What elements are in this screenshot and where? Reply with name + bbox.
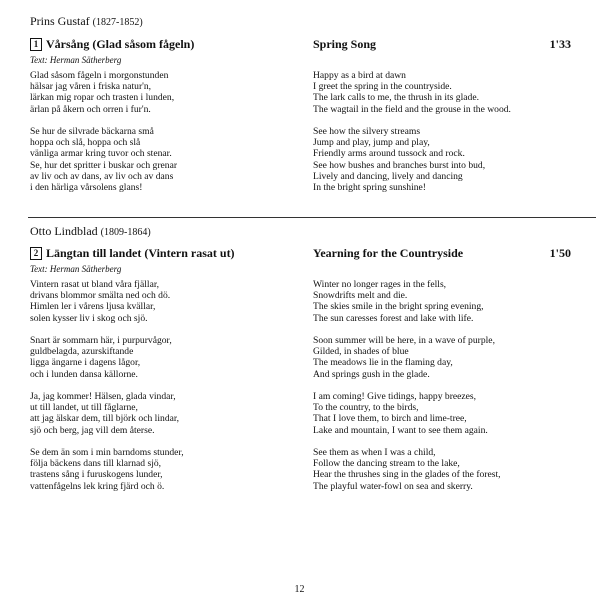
lyric-line: Gilded, in shades of blue [313,346,409,358]
song-title-swedish [30,246,235,261]
section-divider [28,217,596,218]
lyric-line: The wagtail in the field and the grouse in the wood. [313,103,511,115]
lyric-line: Follow the dancing stream to the lake, [313,458,460,470]
stanza-swedish [30,279,170,324]
lyric-line: solen kysser liv i skog och sjö. [30,312,148,324]
lyric-line: The sun caresses forest and lake with life. [313,312,474,324]
stanza-swedish [30,70,174,115]
stanza-english [313,447,501,492]
lyric-line: And springs gush in the glade. [313,368,430,380]
lyric-line: The skies smile in the bright spring evening, [313,301,484,313]
lyric-line: The playful water-fowl on sea and skerry. [313,480,473,492]
lyric-line: Se hur de silvrade bäckarna små [30,126,154,137]
lyric-line: The meadows lie in the flaming day, [313,357,453,369]
lyric-line: Soon summer will be here, in a wave of purple, [313,335,495,346]
lyricist-credit: Text: Herman Sätherberg [30,55,122,65]
track-duration: 1'50 [549,246,571,260]
lyric-line: See how bushes and branches burst into bud, [313,159,486,171]
lyric-line: Snart är sommarn här, i purpurvågor, [30,335,172,346]
lyric-line: See them as when I was a child, [313,447,436,458]
lyric-line: följa bäckens dans till klarnad sjö, [30,458,162,470]
lyric-line: Himlen ler i vårens ljusa kvällar, [30,301,156,313]
lyric-line: Happy as a bird at dawn [313,70,406,81]
lyric-line: guldbelagda, azurskiftande [30,346,134,358]
lyric-line: Snowdrifts melt and die. [313,290,408,302]
lyric-line: i den härliga vårsolens glans! [30,182,143,194]
composer-heading [30,224,151,239]
lyric-line: The lark calls to me, the thrush in its glade. [313,92,479,104]
lyric-line: I am coming! Give tidings, happy breezes, [313,391,477,402]
composer-years: (1809-1864) [100,227,151,238]
lyric-line: In the bright spring sunshine! [313,182,426,194]
lyric-line: ut till landet, ut till fåglarne, [30,402,138,414]
stanza-english [313,126,485,193]
lyric-line: Winter no longer rages in the fells, [313,279,447,290]
lyric-line: See how the silvery streams [313,126,421,137]
stanza-swedish [30,391,179,436]
lyric-line: drivans blommor smälta ned och dö. [30,290,171,302]
composer-name: Otto Lindblad [30,224,98,238]
lyric-line: That I love them, to birch and lime-tree, [313,413,467,425]
lyric-line: trastens sång i furuskogens lunder, [30,469,163,481]
track-number-box: 2 [30,247,42,260]
stanza-english [313,335,495,380]
stanza-swedish [30,126,177,193]
lyric-line: att jag älskar dem, till björk och lindar, [30,413,180,425]
composer-years: (1827-1852) [92,17,143,28]
lyric-line: Lake and mountain, I want to see them again. [313,424,488,436]
lyric-line: Friendly arms around tussock and rock. [313,148,465,160]
song-title-swedish [30,37,194,52]
track-number-box: 1 [30,38,42,51]
lyric-line: av liv och av dans, av liv och av dans [30,170,174,182]
stanza-swedish [30,447,184,492]
lyric-line: Vintern rasat ut bland våra fjällar, [30,279,160,290]
lyric-line: sjö och berg, jag vill dem återse. [30,424,155,436]
lyricist-credit: Text: Herman Sätherberg [30,264,122,274]
song-title-english: Yearning for the Countryside [313,246,464,260]
stanza-english [313,279,484,324]
stanza-english [313,391,488,436]
lyric-line: lärkan mig ropar och trasten i lunden, [30,92,175,104]
page-number: 12 [294,584,305,595]
song-title-sv-text: Vårsång (Glad såsom fågeln) [46,37,195,51]
lyric-line: Se dem än som i min barndoms stunder, [30,447,184,458]
lyric-line: och i lunden dansa källorne. [30,368,138,380]
lyric-line: ärlan på åkern och orren i fur'n. [30,103,151,115]
composer-heading [30,14,143,29]
composer-name: Prins Gustaf [30,14,90,28]
lyric-line: ligga ängarne i dagens lågor, [30,357,141,369]
lyric-line: Se, hur det spritter i buskar och grenar [30,159,178,171]
lyric-line: I greet the spring in the countryside. [313,81,452,93]
lyric-line: hoppa och slå, hoppa och slå [30,137,141,149]
lyric-line: Hear the thrushes sing in the glades of the forest, [313,469,501,481]
track-duration: 1'33 [549,37,571,51]
lyric-line: Jump and play, jump and play, [313,137,430,149]
lyric-line: vänliga armar kring tuvor och stenar. [30,148,172,160]
stanza-english [313,70,511,115]
lyric-line: vattenfågelns lek kring fjärd och ö. [30,480,165,492]
lyric-line: Glad såsom fågeln i morgonstunden [30,70,169,81]
lyric-line: hälsar jag våren i friska natur'n, [30,81,152,93]
song-title-english: Spring Song [313,37,377,51]
lyric-line: Lively and dancing, lively and dancing [313,170,463,182]
stanza-swedish [30,335,172,380]
lyric-line: Ja, jag kommer! Hälsen, glada vindar, [30,391,176,402]
lyric-line: To the country, to the birds, [313,402,419,414]
song-title-sv-text: Längtan till landet (Vintern rasat ut) [46,246,235,260]
